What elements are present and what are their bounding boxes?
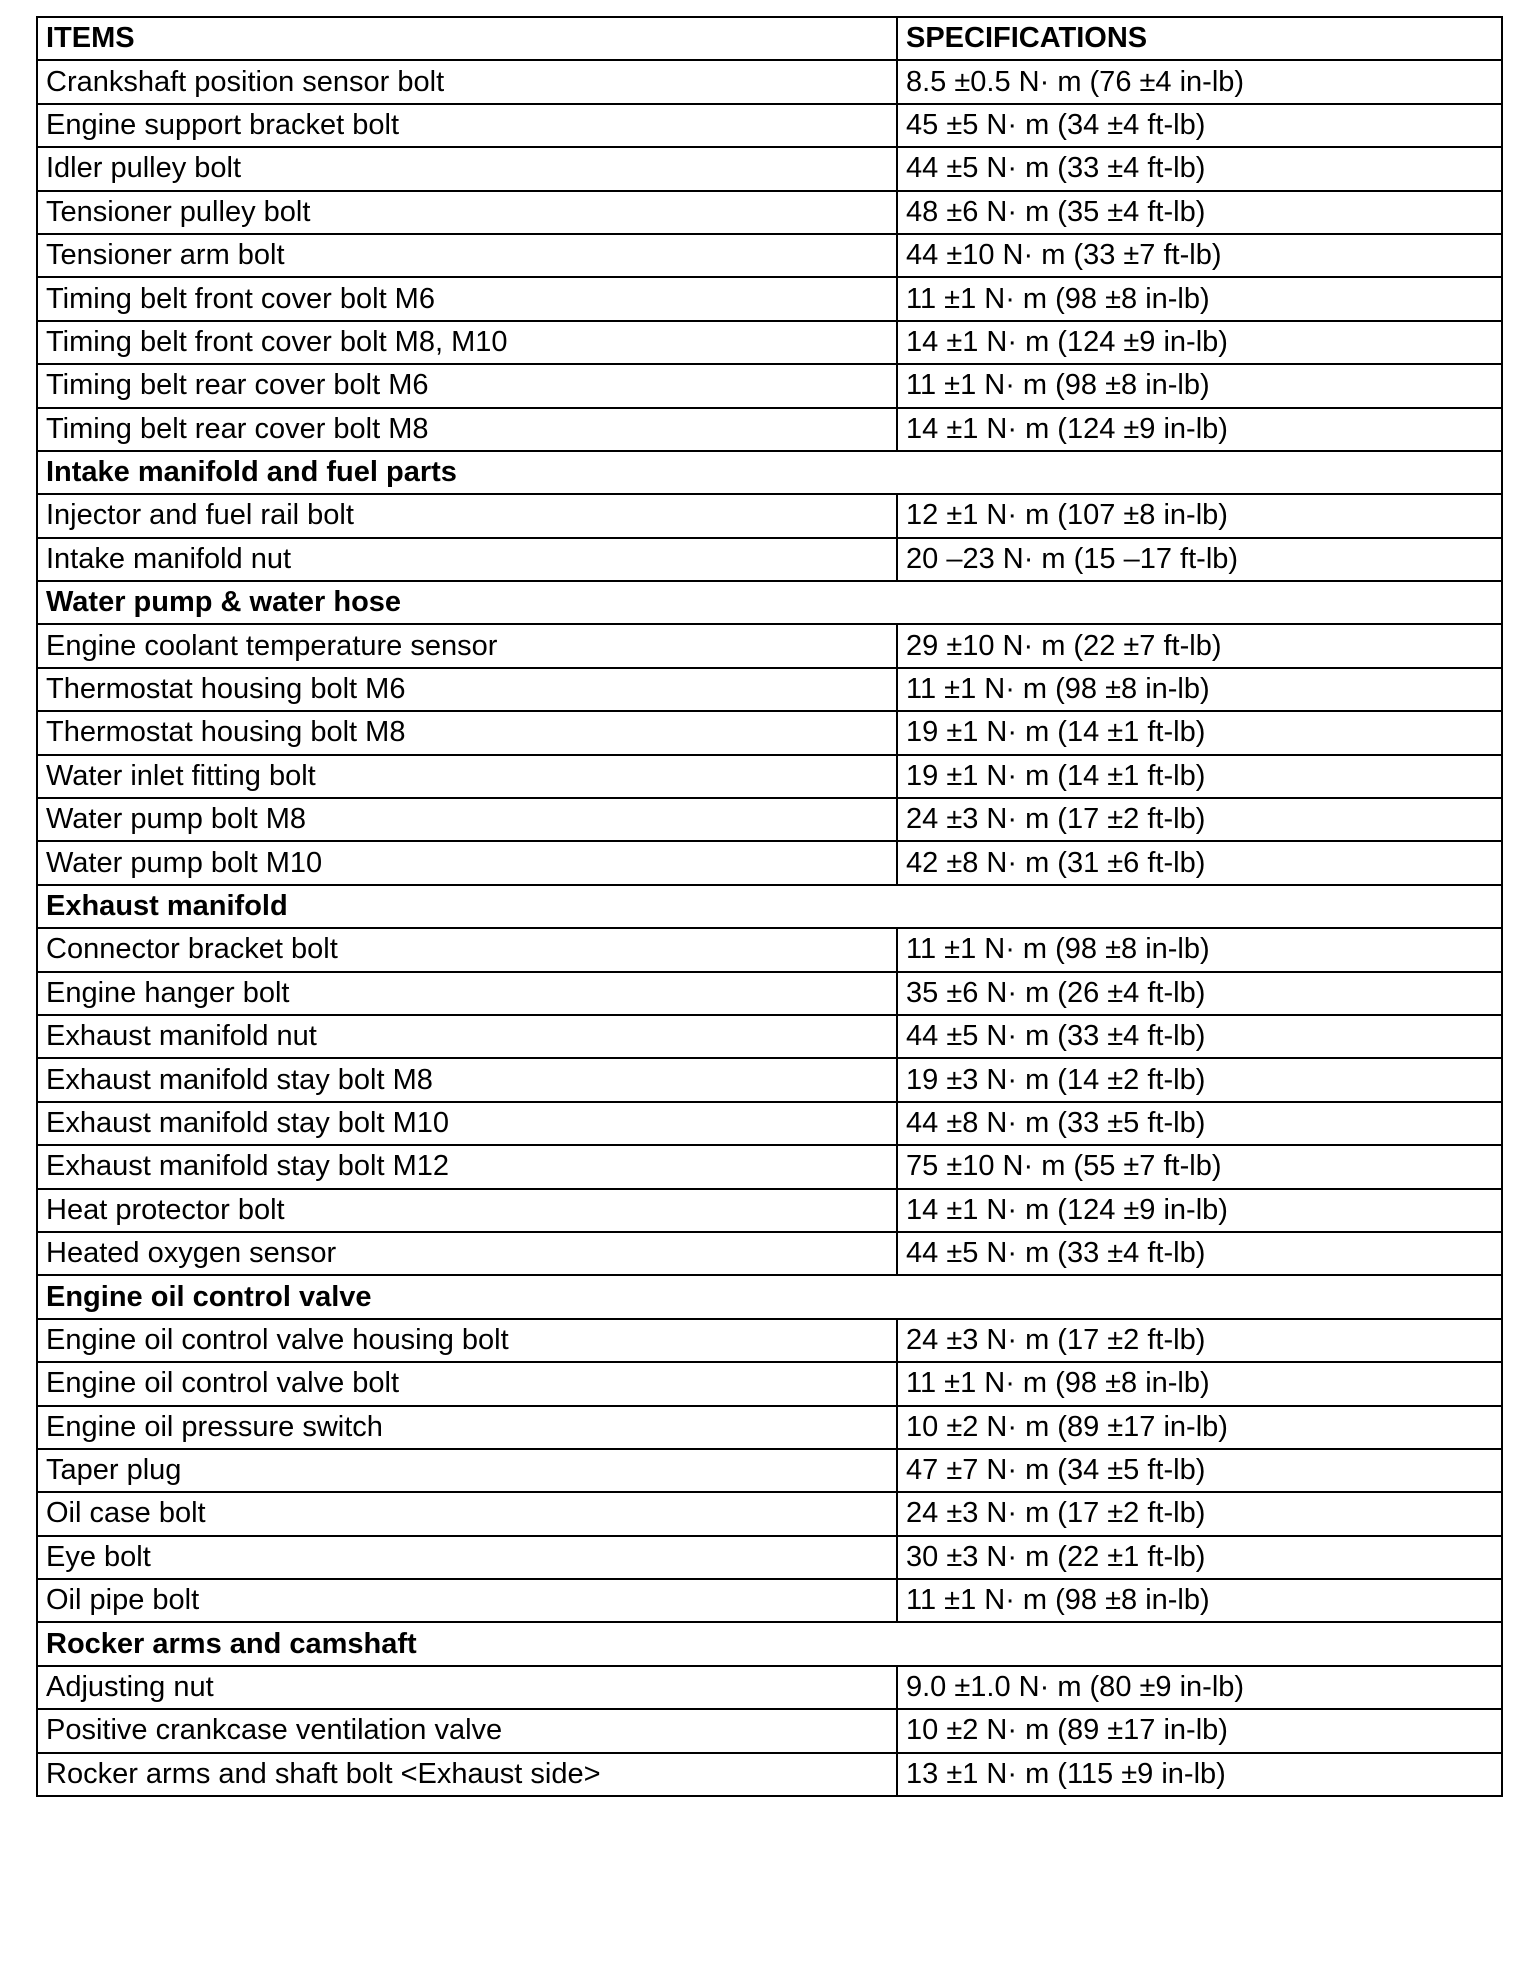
specification-cell: 75 ±10 N· m (55 ±7 ft-lb) (897, 1145, 1502, 1188)
specification-cell: 9.0 ±1.0 N· m (80 ±9 in-lb) (897, 1666, 1502, 1709)
table-row (37, 147, 1502, 190)
specification-cell: 44 ±10 N· m (33 ±7 ft-lb) (897, 234, 1502, 277)
specification-cell: 48 ±6 N· m (35 ±4 ft-lb) (897, 191, 1502, 234)
table-row (37, 104, 1502, 147)
torque-spec-table (36, 16, 1503, 1797)
item-cell: Connector bracket bolt (37, 928, 897, 971)
item-cell: Idler pulley bolt (37, 147, 897, 190)
specification-cell: 44 ±5 N· m (33 ±4 ft-lb) (897, 1015, 1502, 1058)
specification-cell: 12 ±1 N· m (107 ±8 in-lb) (897, 494, 1502, 537)
table-row (37, 624, 1502, 667)
item-cell: Water pump bolt M8 (37, 798, 897, 841)
table-row (37, 364, 1502, 407)
table-row (37, 1189, 1502, 1232)
item-cell: Timing belt rear cover bolt M8 (37, 408, 897, 451)
item-cell: Timing belt front cover bolt M8, M10 (37, 321, 897, 364)
specification-cell: 29 ±10 N· m (22 ±7 ft-lb) (897, 624, 1502, 667)
specification-cell: 14 ±1 N· m (124 ±9 in-lb) (897, 408, 1502, 451)
item-cell: Exhaust manifold stay bolt M12 (37, 1145, 897, 1188)
table-row (37, 928, 1502, 971)
section-title: Water pump & water hose (37, 581, 1502, 624)
table-header-row (37, 17, 1502, 60)
table-row (37, 841, 1502, 884)
table-row (37, 1362, 1502, 1405)
table-row (37, 1492, 1502, 1535)
specification-cell: 45 ±5 N· m (34 ±4 ft-lb) (897, 104, 1502, 147)
table-row (37, 408, 1502, 451)
item-cell: Engine oil control valve bolt (37, 1362, 897, 1405)
table-row (37, 1579, 1502, 1622)
section-header-row (37, 451, 1502, 494)
item-cell: Rocker arms and shaft bolt <Exhaust side> (37, 1753, 897, 1796)
specification-cell: 42 ±8 N· m (31 ±6 ft-lb) (897, 841, 1502, 884)
table-row (37, 321, 1502, 364)
specification-cell: 44 ±5 N· m (33 ±4 ft-lb) (897, 147, 1502, 190)
item-cell: Timing belt rear cover bolt M6 (37, 364, 897, 407)
specification-cell: 44 ±5 N· m (33 ±4 ft-lb) (897, 1232, 1502, 1275)
item-cell: Exhaust manifold stay bolt M8 (37, 1058, 897, 1101)
specification-cell: 24 ±3 N· m (17 ±2 ft-lb) (897, 1492, 1502, 1535)
table-row (37, 1102, 1502, 1145)
specification-cell: 10 ±2 N· m (89 ±17 in-lb) (897, 1406, 1502, 1449)
table-row (37, 1449, 1502, 1492)
section-title: Intake manifold and fuel parts (37, 451, 1502, 494)
table-row (37, 1666, 1502, 1709)
item-cell: Oil case bolt (37, 1492, 897, 1535)
table-row (37, 191, 1502, 234)
specification-cell: 19 ±1 N· m (14 ±1 ft-lb) (897, 711, 1502, 754)
table-row (37, 1753, 1502, 1796)
item-cell: Exhaust manifold nut (37, 1015, 897, 1058)
table-row (37, 711, 1502, 754)
items-column-header: ITEMS (37, 17, 897, 60)
item-cell: Adjusting nut (37, 1666, 897, 1709)
item-cell: Thermostat housing bolt M8 (37, 711, 897, 754)
specification-cell: 20 –23 N· m (15 –17 ft-lb) (897, 538, 1502, 581)
table-row (37, 668, 1502, 711)
item-cell: Water pump bolt M10 (37, 841, 897, 884)
specification-cell: 44 ±8 N· m (33 ±5 ft-lb) (897, 1102, 1502, 1145)
table-row (37, 972, 1502, 1015)
item-cell: Engine hanger bolt (37, 972, 897, 1015)
specification-cell: 11 ±1 N· m (98 ±8 in-lb) (897, 668, 1502, 711)
table-row (37, 277, 1502, 320)
section-header-row (37, 1275, 1502, 1318)
specification-cell: 47 ±7 N· m (34 ±5 ft-lb) (897, 1449, 1502, 1492)
item-cell: Engine oil pressure switch (37, 1406, 897, 1449)
table-row (37, 1015, 1502, 1058)
table-row (37, 1406, 1502, 1449)
item-cell: Oil pipe bolt (37, 1579, 897, 1622)
table-row (37, 234, 1502, 277)
item-cell: Engine support bracket bolt (37, 104, 897, 147)
specification-cell: 8.5 ±0.5 N· m (76 ±4 in-lb) (897, 60, 1502, 103)
section-title: Exhaust manifold (37, 885, 1502, 928)
specification-cell: 11 ±1 N· m (98 ±8 in-lb) (897, 1579, 1502, 1622)
specification-cell: 14 ±1 N· m (124 ±9 in-lb) (897, 321, 1502, 364)
specification-cell: 35 ±6 N· m (26 ±4 ft-lb) (897, 972, 1502, 1015)
item-cell: Injector and fuel rail bolt (37, 494, 897, 537)
section-header-row (37, 885, 1502, 928)
specification-cell: 19 ±3 N· m (14 ±2 ft-lb) (897, 1058, 1502, 1101)
table-row (37, 1058, 1502, 1101)
table-row (37, 60, 1502, 103)
specification-cell: 11 ±1 N· m (98 ±8 in-lb) (897, 928, 1502, 971)
specification-cell: 10 ±2 N· m (89 ±17 in-lb) (897, 1709, 1502, 1752)
specifications-column-header: SPECIFICATIONS (897, 17, 1502, 60)
item-cell: Tensioner arm bolt (37, 234, 897, 277)
specification-cell: 11 ±1 N· m (98 ±8 in-lb) (897, 277, 1502, 320)
table-row (37, 798, 1502, 841)
specification-cell: 24 ±3 N· m (17 ±2 ft-lb) (897, 798, 1502, 841)
item-cell: Crankshaft position sensor bolt (37, 60, 897, 103)
item-cell: Exhaust manifold stay bolt M10 (37, 1102, 897, 1145)
item-cell: Engine oil control valve housing bolt (37, 1319, 897, 1362)
table-row (37, 1145, 1502, 1188)
item-cell: Water inlet fitting bolt (37, 755, 897, 798)
item-cell: Timing belt front cover bolt M6 (37, 277, 897, 320)
item-cell: Eye bolt (37, 1536, 897, 1579)
item-cell: Heat protector bolt (37, 1189, 897, 1232)
specification-cell: 24 ±3 N· m (17 ±2 ft-lb) (897, 1319, 1502, 1362)
specification-cell: 11 ±1 N· m (98 ±8 in-lb) (897, 364, 1502, 407)
section-title: Rocker arms and camshaft (37, 1622, 1502, 1665)
specification-cell: 30 ±3 N· m (22 ±1 ft-lb) (897, 1536, 1502, 1579)
table-row (37, 538, 1502, 581)
item-cell: Tensioner pulley bolt (37, 191, 897, 234)
item-cell: Heated oxygen sensor (37, 1232, 897, 1275)
table-row (37, 1536, 1502, 1579)
item-cell: Positive crankcase ventilation valve (37, 1709, 897, 1752)
item-cell: Taper plug (37, 1449, 897, 1492)
table-row (37, 1232, 1502, 1275)
specification-cell: 14 ±1 N· m (124 ±9 in-lb) (897, 1189, 1502, 1232)
item-cell: Engine coolant temperature sensor (37, 624, 897, 667)
section-title: Engine oil control valve (37, 1275, 1502, 1318)
table-body (37, 60, 1502, 1796)
specification-cell: 11 ±1 N· m (98 ±8 in-lb) (897, 1362, 1502, 1405)
specification-cell: 19 ±1 N· m (14 ±1 ft-lb) (897, 755, 1502, 798)
specification-cell: 13 ±1 N· m (115 ±9 in-lb) (897, 1753, 1502, 1796)
table-row (37, 755, 1502, 798)
item-cell: Intake manifold nut (37, 538, 897, 581)
section-header-row (37, 581, 1502, 624)
table-row (37, 494, 1502, 537)
item-cell: Thermostat housing bolt M6 (37, 668, 897, 711)
table-row (37, 1319, 1502, 1362)
table-row (37, 1709, 1502, 1752)
section-header-row (37, 1622, 1502, 1665)
